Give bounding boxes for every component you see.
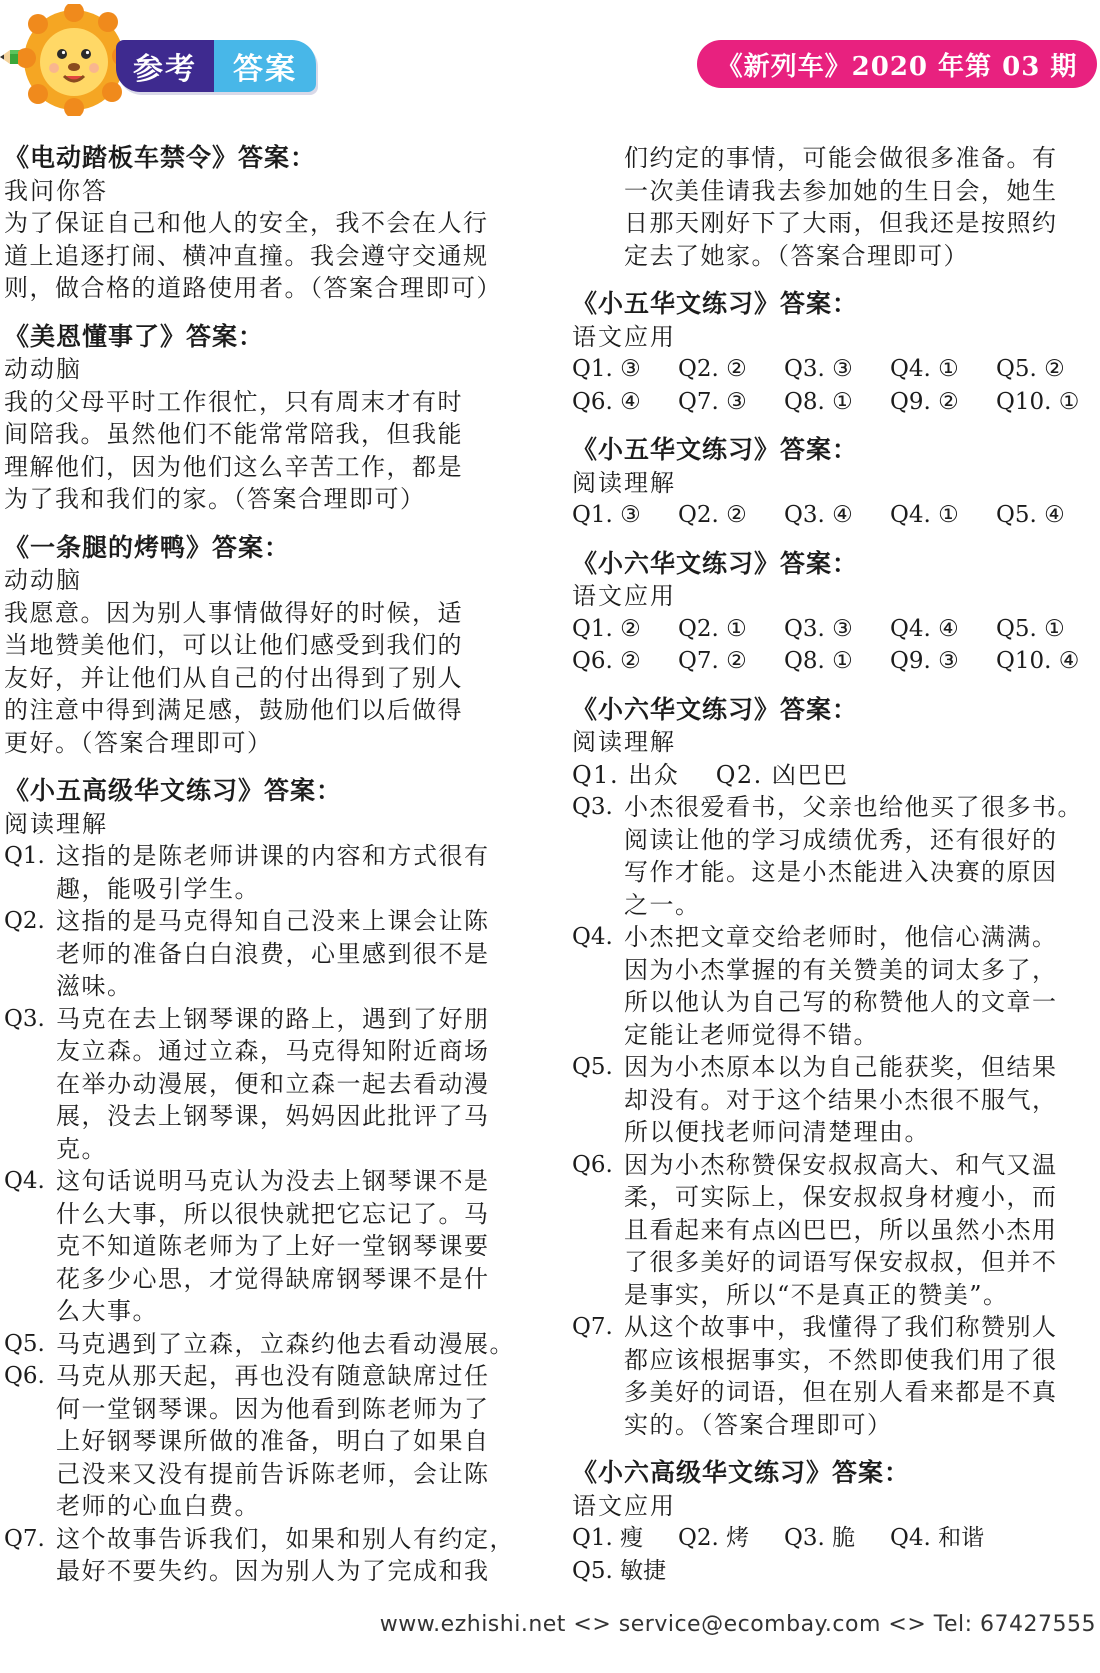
answer-line: 马克在去上钢琴课的路上，遇到了好朋 bbox=[56, 1004, 490, 1033]
answer-line: 这指的是陈老师讲课的内容和方式很有 bbox=[56, 842, 490, 870]
answer-line: 之一。 bbox=[624, 890, 701, 919]
question-number: Q3. bbox=[572, 794, 613, 820]
answer-line: 因为小杰原本以为自己能获奖，但结果 bbox=[624, 1053, 1058, 1081]
question-answer bbox=[4, 1328, 530, 1361]
answer-line: 都应该根据事实，不然即使我们用了很 bbox=[624, 1345, 1058, 1374]
section-title: 《小五高级华文练习》答案： bbox=[4, 776, 343, 805]
answer-item: Q7. ② bbox=[678, 648, 747, 674]
section-title: 《小六华文练习》答案： bbox=[572, 548, 859, 578]
answer-line: 实的。（答案合理即可） bbox=[624, 1410, 893, 1439]
answer-line: 我愿意。因为别人事情做得好的时候，适 bbox=[4, 598, 463, 627]
answer-line: 最好不要失约。因为别人为了完成和我 bbox=[56, 1557, 490, 1585]
answer-item: Q5. ① bbox=[996, 615, 1065, 642]
badge-left-label: 参考 bbox=[116, 40, 214, 92]
answer-line: 友好，并让他们从自己的付出得到了别人 bbox=[4, 663, 463, 692]
question-number: Q6. bbox=[572, 1151, 613, 1178]
section-roast-duck bbox=[4, 532, 530, 760]
answer-row bbox=[572, 386, 1098, 419]
answer-item: Q1. ③ bbox=[572, 356, 641, 382]
answer-line: 且看起来有点凶巴巴，所以虽然小杰用 bbox=[624, 1215, 1058, 1244]
right-column bbox=[572, 142, 1098, 1587]
question-answer bbox=[572, 1051, 1098, 1149]
page-header bbox=[0, 0, 1100, 120]
answer-item: Q7. ③ bbox=[678, 388, 747, 415]
answer-row bbox=[572, 1522, 1098, 1555]
answer-item: Q4. ④ bbox=[890, 615, 959, 642]
contact-footer: www.ezhishi.net <> service@ecombay.com <> Tel: 67427555 bbox=[379, 1612, 1096, 1637]
answer-line: Q1. 出众 Q2. 凶巴巴 bbox=[572, 760, 849, 789]
section-p6-advanced bbox=[572, 1457, 1098, 1587]
answer-line: 这句话说明马克认为没去上钢琴课不是 bbox=[56, 1167, 490, 1195]
question-answer bbox=[572, 921, 1098, 1051]
answer-line: 日那天刚好下了大雨，但我还是按照约 bbox=[624, 209, 1058, 237]
issue-label: 《新列车》2020 年第 03 期 bbox=[697, 40, 1097, 88]
answer-item: Q2. 烤 bbox=[678, 1525, 750, 1551]
answer-line: 却没有。对于这个结果小杰很不服气， bbox=[624, 1085, 1058, 1114]
answer-line: 理解他们，因为他们这么辛苦工作，都是 bbox=[4, 452, 463, 481]
question-number: Q6. bbox=[4, 1363, 45, 1389]
section-subtitle: 阅读理解 bbox=[4, 809, 108, 838]
answer-item: Q6. ② bbox=[572, 648, 641, 674]
section-p6-language bbox=[572, 548, 1098, 678]
continued-answer bbox=[572, 142, 1098, 272]
answer-item: Q2. ① bbox=[678, 615, 747, 642]
section-title: 《小五华文练习》答案： bbox=[572, 289, 859, 318]
answer-line: 道上追逐打闹、横冲直撞。我会遵守交通规 bbox=[4, 241, 489, 270]
section-title: 《美恩懂事了》答案： bbox=[4, 321, 265, 351]
answer-line: 我的父母平时工作很忙，只有周末才有时 bbox=[4, 387, 463, 416]
answer-item: Q4. ① bbox=[890, 502, 959, 528]
question-answer bbox=[4, 1523, 530, 1588]
section-subtitle: 语文应用 bbox=[572, 582, 676, 610]
question-answer bbox=[572, 1311, 1098, 1441]
answer-item: Q10. ④ bbox=[996, 648, 1080, 674]
answer-item: Q8. ① bbox=[784, 648, 853, 674]
answer-item: Q9. ② bbox=[890, 388, 959, 415]
answer-item: Q3. ④ bbox=[784, 502, 853, 528]
section-subtitle: 语文应用 bbox=[572, 1491, 676, 1520]
question-number: Q7. bbox=[4, 1525, 45, 1552]
question-number: Q5. bbox=[572, 1054, 613, 1080]
answer-line: 了很多美好的词语写保安叔叔，但并不 bbox=[624, 1248, 1058, 1276]
section-title: 《一条腿的烤鸭》答案： bbox=[4, 532, 291, 562]
answer-line: 老师的心血白费。 bbox=[56, 1492, 260, 1520]
answer-item: Q5. ② bbox=[996, 356, 1065, 382]
question-answer bbox=[572, 1149, 1098, 1312]
answer-line: 定去了她家。（答案合理即可） bbox=[624, 241, 969, 270]
question-number: Q2. bbox=[4, 908, 45, 934]
answer-item: Q3. ③ bbox=[784, 615, 853, 642]
answer-line: 马克遇到了立森，立森约他去看动漫展。 bbox=[56, 1329, 515, 1358]
answer-item: Q9. ③ bbox=[890, 648, 959, 674]
answer-line: 是事实，所以“不是真正的赞美”。 bbox=[624, 1280, 1009, 1309]
section-title: 《小六华文练习》答案： bbox=[572, 694, 859, 724]
answer-item: Q5. ④ bbox=[996, 502, 1065, 528]
answer-line: 为了保证自己和他人的安全，我不会在人行 bbox=[4, 209, 489, 237]
answer-line: 老师的准备白白浪费，心里感到很不是 bbox=[56, 939, 490, 968]
section-subtitle: 阅读理解 bbox=[572, 728, 676, 756]
question-number: Q7. bbox=[572, 1314, 613, 1340]
question-number: Q3. bbox=[4, 1005, 45, 1032]
section-scooter-ban bbox=[4, 142, 530, 305]
section-title: 《小五华文练习》答案： bbox=[572, 435, 859, 464]
answer-line: 一次美佳请我去参加她的生日会，她生 bbox=[624, 176, 1058, 205]
answer-line: 上好钢琴课所做的准备，明白了如果自 bbox=[56, 1427, 490, 1455]
answer-item: Q5. 敏捷 bbox=[572, 1557, 667, 1584]
question-answer bbox=[4, 1165, 530, 1328]
answer-line: 则，做合格的道路使用者。（答案合理即可） bbox=[4, 274, 502, 302]
section-subtitle: 我问你答 bbox=[4, 176, 108, 205]
question-number: Q4. bbox=[4, 1168, 45, 1194]
question-answer bbox=[4, 1003, 530, 1166]
answer-item: Q4. ① bbox=[890, 356, 959, 382]
answer-line: 因为小杰掌握的有关赞美的词太多了， bbox=[624, 955, 1058, 984]
answer-line: 从这个故事中，我懂得了我们称赞别人 bbox=[624, 1313, 1058, 1341]
answer-line: 更好。（答案合理即可） bbox=[4, 728, 273, 757]
answer-item: Q6. ④ bbox=[572, 388, 641, 415]
answer-line: 阅读让他的学习成绩优秀，还有很好的 bbox=[624, 825, 1058, 854]
answer-row bbox=[572, 499, 1098, 532]
answer-row bbox=[572, 613, 1098, 646]
section-subtitle: 语文应用 bbox=[572, 322, 676, 351]
answer-line: 花多少心思，才觉得缺席钢琴课不是什 bbox=[56, 1264, 490, 1293]
answer-line: 趣，能吸引学生。 bbox=[56, 874, 260, 903]
answer-line: 这个故事告诉我们，如果和别人有约定， bbox=[56, 1524, 515, 1553]
answer-line: 何一堂钢琴课。因为他看到陈老师为了 bbox=[56, 1394, 490, 1423]
answer-item: Q4. 和谐 bbox=[890, 1525, 985, 1551]
section-subtitle: 动动脑 bbox=[4, 355, 82, 383]
answer-line: 们约定的事情，可能会做很多准备。有 bbox=[624, 144, 1058, 172]
answer-line: 所以他认为自己写的称赞他人的文章一 bbox=[624, 988, 1058, 1016]
answer-key-badge bbox=[116, 40, 316, 92]
answer-item: Q2. ② bbox=[678, 356, 747, 382]
question-answer bbox=[572, 791, 1098, 921]
answer-line: 的注意中得到满足感，鼓励他们以后做得 bbox=[4, 696, 463, 724]
answer-row bbox=[572, 353, 1098, 386]
answer-line: 友立森。通过立森，马克得知附近商场 bbox=[56, 1037, 490, 1065]
section-title: 《小六高级华文练习》答案： bbox=[572, 1458, 911, 1487]
answer-item: Q8. ① bbox=[784, 388, 853, 415]
answer-item: Q3. ③ bbox=[784, 356, 853, 382]
section-subtitle: 动动脑 bbox=[4, 566, 82, 594]
section-p5-advanced bbox=[4, 775, 530, 1588]
answer-line: 多美好的词语，但在别人看来都是不真 bbox=[624, 1378, 1058, 1406]
question-answer bbox=[4, 840, 530, 905]
answer-line: 马克从那天起，再也没有随意缺席过任 bbox=[56, 1362, 490, 1390]
answer-line: 因为小杰称赞保安叔叔高大、和气又温 bbox=[624, 1150, 1058, 1179]
answer-row bbox=[572, 1555, 1098, 1588]
answer-item: Q2. ② bbox=[678, 502, 747, 528]
answer-line: 展，没去上钢琴课，妈妈因此批评了马 bbox=[56, 1102, 490, 1130]
section-p5-reading bbox=[572, 434, 1098, 532]
lion-mascot-icon bbox=[18, 4, 130, 116]
answer-item: Q1. ② bbox=[572, 615, 641, 642]
section-p5-language bbox=[572, 288, 1098, 418]
answer-line: 柔，可实际上，保安叔叔身材瘦小，而 bbox=[624, 1183, 1058, 1211]
question-answer bbox=[4, 905, 530, 1003]
left-column bbox=[4, 142, 530, 1588]
badge-right-label: 答案 bbox=[214, 40, 316, 92]
answer-line: 定能让老师觉得不错。 bbox=[624, 1020, 879, 1049]
answer-line: 克不知道陈老师为了上好一堂钢琴课要 bbox=[56, 1232, 490, 1260]
answer-line: 为了我和我们的家。（答案合理即可） bbox=[4, 485, 426, 513]
section-title: 《电动踏板车禁令》答案： bbox=[4, 143, 317, 172]
answer-line: 小杰很爱看书，父亲也给他买了很多书。 bbox=[624, 793, 1083, 821]
answer-line: 么大事。 bbox=[56, 1297, 158, 1325]
answer-line: 所以便找老师问清楚理由。 bbox=[624, 1118, 930, 1146]
section-p6-reading bbox=[572, 694, 1098, 1442]
answer-line: 间陪我。虽然他们不能常常陪我，但我能 bbox=[4, 420, 463, 448]
answer-line: 当地赞美他们，可以让他们感受到我们的 bbox=[4, 631, 463, 659]
answer-line: 写作才能。这是小杰能进入决赛的原因 bbox=[624, 858, 1058, 886]
question-answer bbox=[4, 1360, 530, 1523]
answer-row bbox=[572, 645, 1098, 678]
answer-item: Q3. 脆 bbox=[784, 1525, 856, 1551]
section-subtitle: 阅读理解 bbox=[572, 468, 676, 497]
answer-item: Q10. ① bbox=[996, 388, 1080, 415]
answer-line: 在举办动漫展，便和立森一起去看动漫 bbox=[56, 1069, 490, 1098]
answer-line: 什么大事，所以很快就把它忘记了。马 bbox=[56, 1199, 490, 1228]
question-number: Q1. bbox=[4, 843, 45, 869]
question-number: Q4. bbox=[572, 924, 613, 950]
answer-item: Q1. 瘦 bbox=[572, 1525, 644, 1551]
answer-item: Q1. ③ bbox=[572, 502, 641, 528]
answer-line: 小杰把文章交给老师时，他信心满满。 bbox=[624, 923, 1058, 951]
answer-line: 己没来又没有提前告诉陈老师，会让陈 bbox=[56, 1459, 490, 1488]
question-number: Q5. bbox=[4, 1330, 45, 1357]
section-meien bbox=[4, 321, 530, 516]
answer-line: 这指的是马克得知自己没来上课会让陈 bbox=[56, 907, 490, 935]
answer-line: 滋味。 bbox=[56, 972, 133, 1000]
answer-line: 克。 bbox=[56, 1134, 107, 1163]
